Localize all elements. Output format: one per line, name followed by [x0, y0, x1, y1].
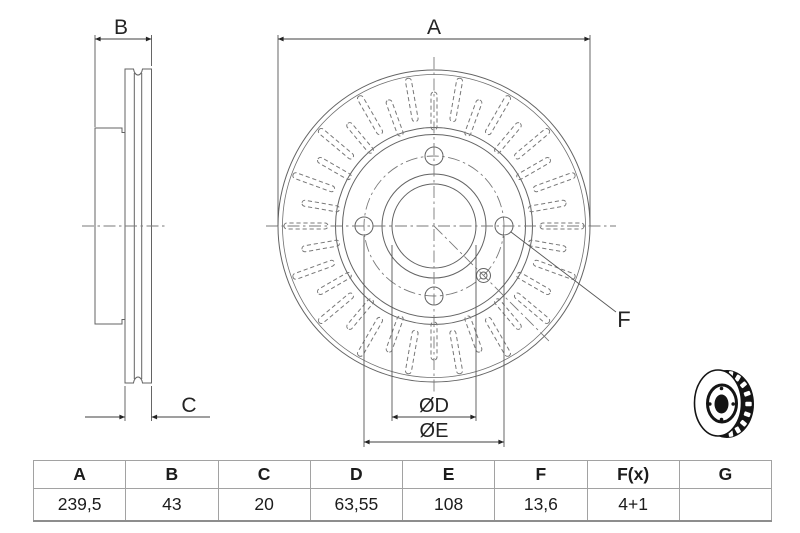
front-view — [266, 16, 631, 447]
value-cell-fx: 4+1 — [587, 489, 679, 522]
spec-table-header-row — [34, 461, 772, 489]
dimension-b — [95, 16, 152, 127]
dimension-label-dia-e: ØE — [419, 420, 449, 442]
value-cell-f: 13,6 — [495, 489, 587, 522]
value-cell-b: 43 — [126, 489, 218, 522]
dimension-label-a: A — [426, 16, 442, 39]
dimension-label-b: B — [113, 16, 129, 39]
dimension-f — [511, 232, 631, 332]
diagonal-centerline — [434, 226, 551, 343]
f-leader-line — [511, 232, 616, 312]
brake-disc-3d-icon — [695, 370, 755, 438]
header-cell-c: C — [218, 461, 310, 489]
header-cell-fx: F(x) — [587, 461, 679, 489]
spec-table — [33, 460, 772, 522]
value-cell-a: 239,5 — [34, 489, 126, 522]
header-cell-e: E — [403, 461, 495, 489]
icon-center-bore — [715, 395, 729, 414]
dimension-label-f: F — [617, 307, 631, 332]
header-cell-f: F — [495, 461, 587, 489]
header-cell-b: B — [126, 461, 218, 489]
dimension-label-c: C — [181, 394, 197, 417]
header-cell-a: A — [34, 461, 126, 489]
icon-bolt-dot-bottom — [720, 418, 724, 422]
icon-bolt-dot-top — [720, 387, 724, 391]
side-section-view — [82, 16, 210, 421]
spec-table-value-row — [34, 489, 772, 522]
icon-bolt-dot-right — [731, 402, 735, 406]
icon-bolt-dot-left — [708, 402, 712, 406]
value-cell-g — [679, 489, 771, 522]
dimension-c — [85, 386, 210, 421]
header-cell-d: D — [310, 461, 402, 489]
value-cell-e: 108 — [403, 489, 495, 522]
value-cell-c: 20 — [218, 489, 310, 522]
dimension-label-dia-d: ØD — [419, 395, 449, 417]
header-cell-g: G — [679, 461, 771, 489]
value-cell-d: 63,55 — [310, 489, 402, 522]
